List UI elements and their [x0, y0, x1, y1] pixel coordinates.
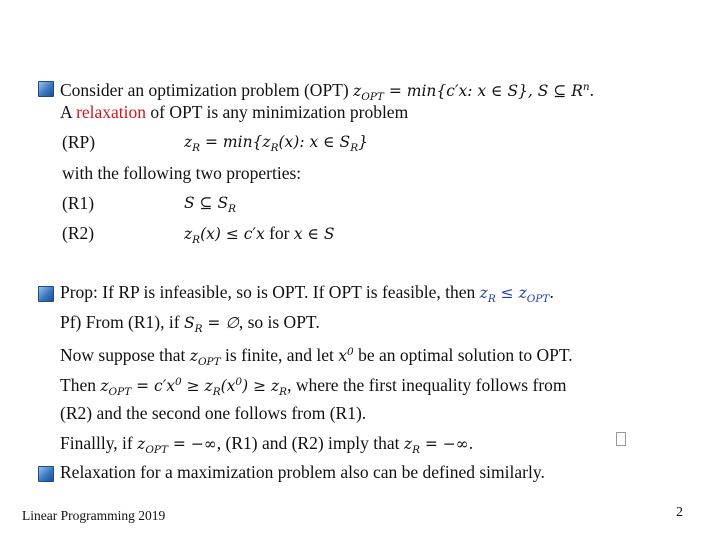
placeholder-box-icon [616, 432, 626, 446]
blue-square-bullet-icon [38, 466, 54, 482]
text: . [468, 433, 474, 453]
label-rp: (RP) [62, 132, 96, 152]
math-sub: OPT [361, 91, 384, 104]
text: (R2) and the second one follows from (R1). [60, 403, 367, 423]
text: Then [60, 375, 101, 396]
line-prop [60, 281, 554, 310]
math: = min{c′x: x ∈ S}, S ⊆ R [383, 82, 583, 101]
line-then: Then $z_{OPT} = c'x^0 \ge z_R(x^0) \ge z_R$, where the first inequality follows from [60, 375, 567, 399]
page-number: 2 [676, 505, 683, 520]
line-pf: Pf) From (R1), if $S_R$ = ∅, so is OPT. [60, 312, 320, 336]
relaxation-highlight: relaxation [76, 102, 147, 122]
label-r2: (R2) [62, 223, 95, 243]
text: . [549, 282, 554, 302]
rp-formula: $z_R = \min\{z_R(x)$: x ∈ $S_R$} [184, 133, 368, 155]
text: , (R1) and (R2) imply that [216, 433, 404, 453]
text: of OPT is any minimization problem [146, 102, 409, 122]
text: Prop: If RP is infeasible, so is OPT. If OPT is feasible, then [60, 282, 480, 302]
line-rp [62, 131, 368, 155]
text: Consider an optimization problem (OPT) [60, 80, 354, 101]
math: z [353, 82, 362, 101]
text: Pf) From (R1), if [60, 312, 184, 332]
line-r2 [62, 222, 335, 247]
text: Relaxation for a maximization problem also can be defined similarly. [60, 462, 545, 482]
footer-course: Linear Programming 2019 [22, 508, 166, 523]
text: Now suppose that [60, 345, 190, 366]
blue-square-bullet-icon [38, 81, 54, 97]
label-r1: (R1) [62, 193, 95, 213]
line-relaxation-def [60, 101, 408, 123]
text: A [60, 102, 77, 122]
prop-inequality: $z_R \le z_{OPT}$ [479, 284, 550, 306]
text: , where the first inequality follows from [287, 375, 567, 396]
line-r2-r1 [60, 402, 366, 424]
math-sup: n [582, 81, 590, 93]
text: is finite, and let [220, 345, 339, 366]
line-finally: Finallly, if $z_{OPT}$ = −∞, (R1) and (R2) imply that $z_R$ = −∞. [60, 433, 474, 457]
line-now-suppose: Now suppose that $z_{OPT}$ is finite, and let $x^0$ be an optimal solution to OPT. [60, 345, 573, 369]
text: . [589, 80, 595, 101]
line-properties [62, 162, 301, 184]
text: with the following two properties: [62, 163, 302, 183]
text: be an optimal solution to OPT. [353, 345, 573, 366]
blue-square-bullet-icon [38, 286, 54, 302]
r1-formula: S ⊆ $S_R$ [184, 194, 236, 216]
line-r1 [62, 192, 236, 216]
r2-formula: $z_R(x) \le c'x$ for x ∈ S [184, 223, 335, 247]
text: , so is OPT. [238, 312, 320, 332]
text: Finallly, if [60, 433, 138, 453]
line-maximization [60, 461, 545, 483]
